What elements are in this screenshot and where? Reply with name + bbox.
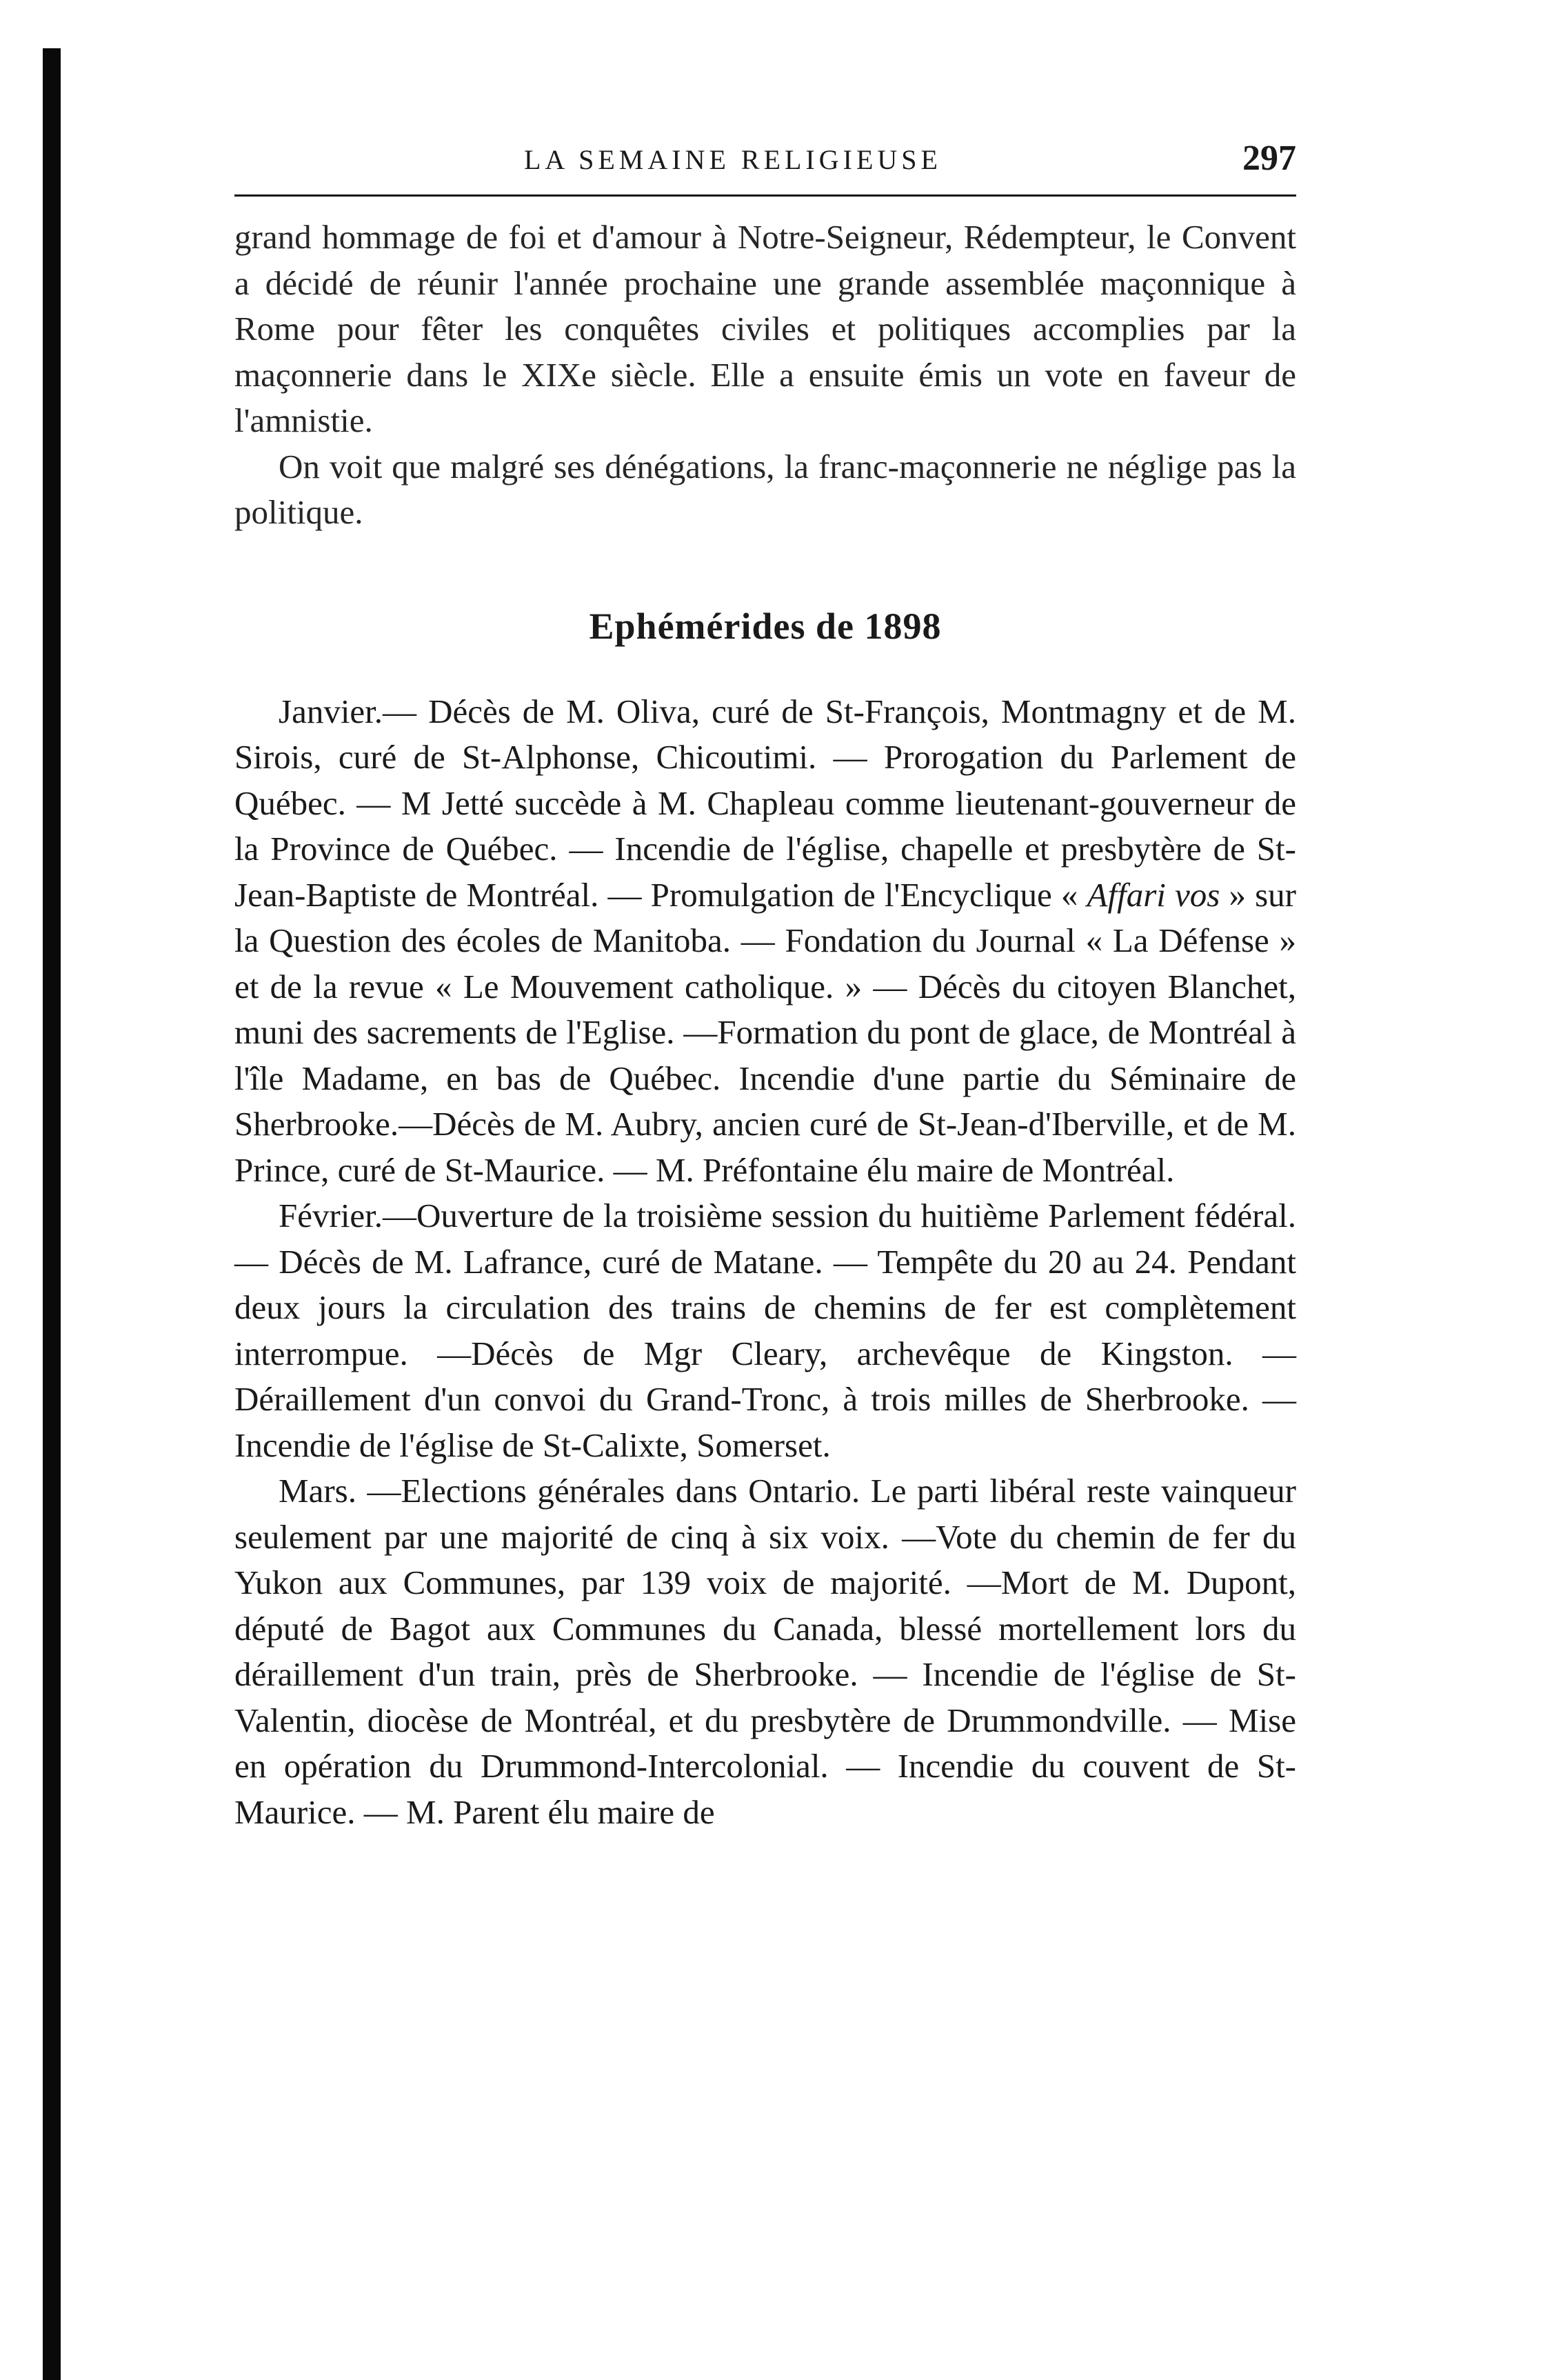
running-head xyxy=(234,124,1296,186)
entry-janvier-text-b: » sur la Question des écoles de Manitoba. — Fondation du Journal « La Défense » et de la revue « Le Mouvement catholique. » — Décès du citoyen Blanchet, muni des sacrements de l'Eglise. —Formation du pont de glace, de Montréal à l'île Madame, en bas de Québec. Incendie d'une partie du Séminaire de Sherbrooke.—Décès de M. Aubry, ancien curé de St-Jean-d'Iberville, et de M. Prince, curé de St-Maurice. — M. Préfontaine élu maire de Montréal. xyxy=(234,875,1296,1189)
encyclical-title: Affari vos xyxy=(1087,875,1220,914)
scan-edge-bar xyxy=(43,48,61,2380)
entry-janvier-text-a: Janvier.— Décès de M. Oliva, curé de St-François, Montmagny et de M. Sirois, curé de St-Alphonse, Chicoutimi. — Prorogation du Parlement de Québec. — M Jetté succède à M. Chapleau comme lieutenant-gouverneur de la Province de Québec. — Incendie de l'église, chapelle et presbytère de St-Jean-Baptiste de Montréal. — Promulgation de l'Encyclique « xyxy=(234,692,1296,914)
intro-paragraph-2: On voit que malgré ses dénégations, la franc-maçonnerie ne néglige pas la politique. xyxy=(234,447,1296,531)
entry-mars: Mars. —Elections générales dans Ontario. Le parti libéral reste vainqueur seulement par une majorité de cinq à six voix. —Vote du chemin de fer du Yukon aux Communes, par 139 voix de majorité. —Mort de M. Dupont, député de Bagot aux Communes du Canada, blessé mortellement lors du déraillement d'un train, près de Sherbrooke. — Incendie de l'église de St-Valentin, diocèse de Montréal, et du presbytère de Drummondville. — Mise en opération du Drummond-Intercolonial. — Incendie du couvent de St-Maurice. — M. Parent élu maire de xyxy=(234,1472,1296,1831)
header-rule xyxy=(234,194,1296,197)
entry-fevrier: Février.—Ouverture de la troisième session du huitième Parlement fédéral. — Décès de M. Lafrance, curé de Matane. — Tempête du 20 au 24. Pendant deux jours la circulation des trains de chemins de fer est complètement interrompue. —Décès de Mgr Cleary, archevêque de Kingston. — Déraillement d'un convoi du Grand-Tronc, à trois milles de Sherbrooke. — Incendie de l'église de St-Calixte, Somerset. xyxy=(234,1197,1296,1464)
section-title: Ephémérides de 1898 xyxy=(589,605,942,647)
page-number: 297 xyxy=(1242,139,1296,178)
document-page xyxy=(234,124,1296,1835)
intro-paragraph: grand hommage de foi et d'amour à Notre-Seigneur, Rédempteur, le Convent a décidé de réunir l'année prochaine une grande assemblée maçonnique à Rome pour fêter les conquêtes civiles et politiques accomplies par la maçonnerie dans le XIXe siècle. Elle a ensuite émis un vote en faveur de l'amnistie. xyxy=(234,218,1296,439)
entry-janvier xyxy=(234,689,1296,1194)
running-title: LA SEMAINE RELIGIEUSE xyxy=(524,144,942,175)
section-break xyxy=(234,536,1296,605)
